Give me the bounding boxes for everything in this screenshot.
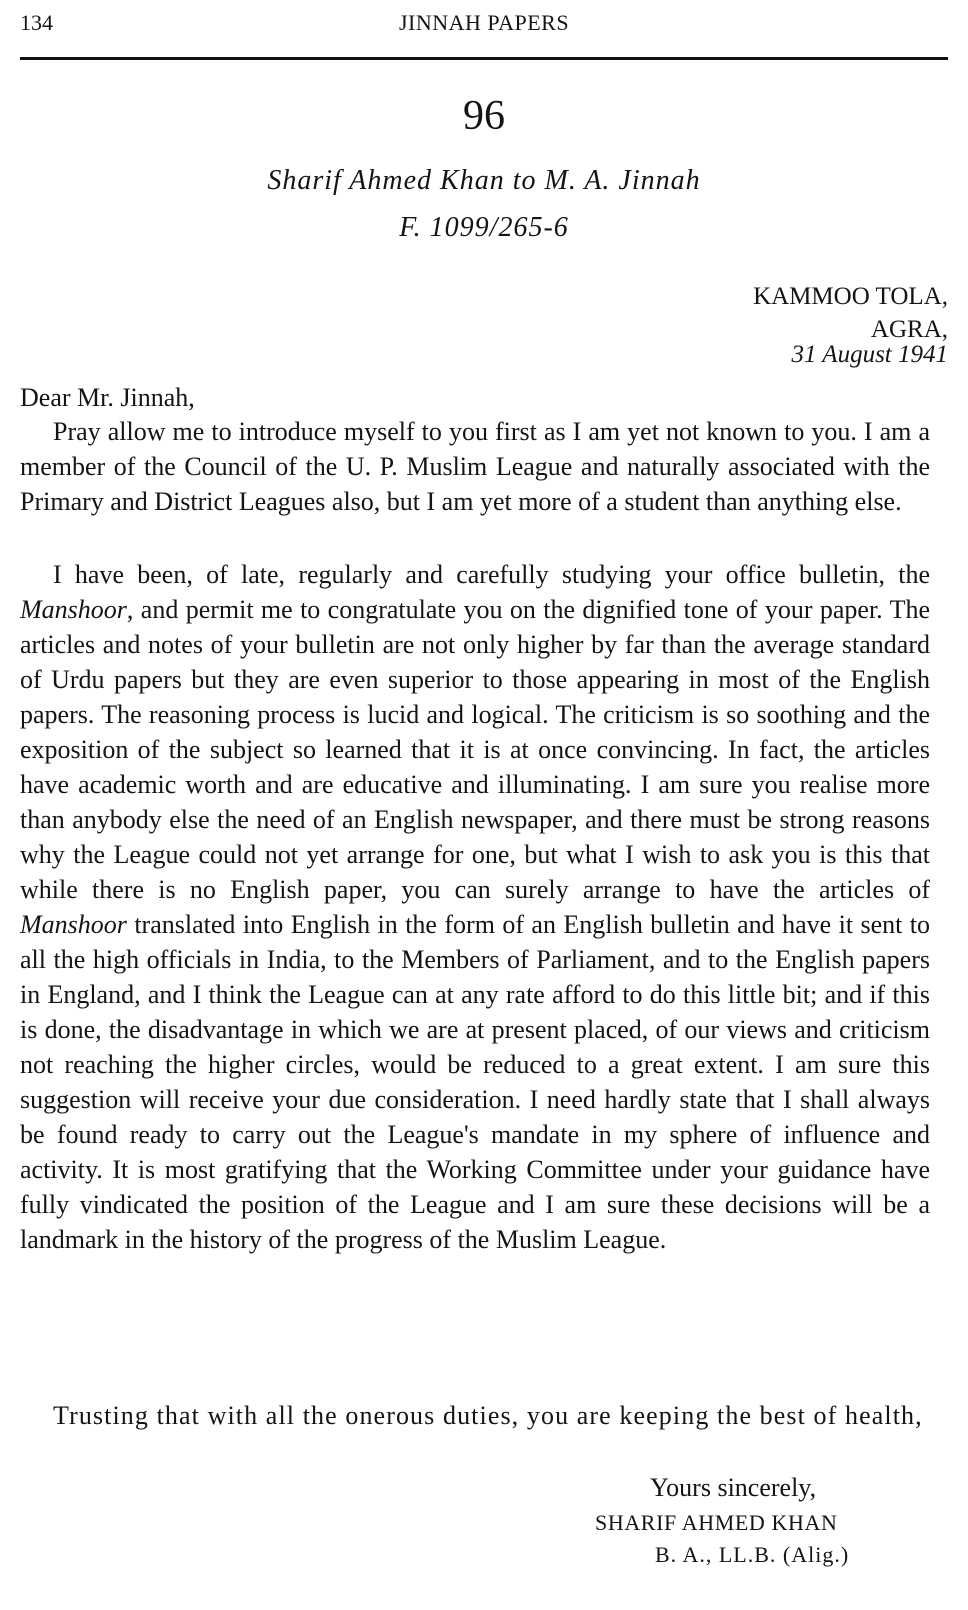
- document-title: Sharif Ahmed Khan to M. A. Jinnah: [267, 165, 701, 196]
- paragraph-2-text: translated into English in the form of an English bulletin and have it sent to all the high officials in India, to the Members of Parliament, and to the English papers in England, and I think the League can at any rate afford to do this little bit; and if this is done, the disadvantage in which we are at present placed, of our views and criticism not reaching the higher circles, would be reduced to a great extent. I am sure this suggestion will receive your due consideration. I need hardly state that I shall always be found ready to carry out the League's mandate in my sphere of influence and activity. It is most gratifying that the Working Committee under your guidance have fully vindicated the position of the League and I am sure these decisions will be a landmark in the history of the progress of the Muslim League.: [20, 910, 930, 1254]
- header-rule: [20, 57, 948, 60]
- closing: Yours sincerely,: [650, 1473, 817, 1502]
- signer-degree: B. A., LL.B. (Alig.): [655, 1542, 850, 1567]
- file-reference: F. 1099/265-6: [399, 212, 569, 243]
- running-title: JINNAH PAPERS: [398, 10, 570, 35]
- address-line-2: AGRA,: [870, 316, 948, 343]
- page-number: 134: [20, 10, 53, 35]
- publication-name: Manshoor: [20, 910, 127, 939]
- publication-name: Manshoor: [20, 595, 127, 624]
- address-line-1: KAMMOO TOLA,: [753, 283, 948, 310]
- document-number: 96: [463, 93, 505, 139]
- paragraph-2-text: , and permit me to congratulate you on the dignified tone of your paper. The articles and notes of your bulletin are not only higher by far than the average standard of Urdu papers but they are even superior to those appearing in most of the English papers. The reasoning process is lucid and logical. The criticism is so soothing and the exposition of the subject so learned that it is at once convincing. In fact, the articles have academic worth and are educative and illuminating. I am sure you realise more than anybody else the need of an English newspaper, and there must be strong reasons why the League could not yet arrange for one, but what I wish to ask you is this that while there is no English paper, you can surely arrange to have the articles of: [20, 595, 930, 904]
- paragraph-1: Pray allow me to introduce myself to you first as I am yet not known to you. I am a member of the Council of the U. P. Muslim League and naturally associated with the Primary and District Leagues also, but I am yet more of a student than anything else.: [20, 417, 930, 516]
- paragraph-2-text: I have been, of late, regularly and carefully studying your office bulletin, the: [53, 560, 930, 589]
- signer-name: SHARIF AHMED KHAN: [595, 1510, 838, 1535]
- paragraph-3: Trusting that with all the onerous duties, you are keeping the best of health,: [53, 1401, 923, 1430]
- letter-date: 31 August 1941: [791, 341, 948, 368]
- paragraph-2: [20, 557, 930, 1257]
- salutation: Dear Mr. Jinnah,: [20, 383, 195, 412]
